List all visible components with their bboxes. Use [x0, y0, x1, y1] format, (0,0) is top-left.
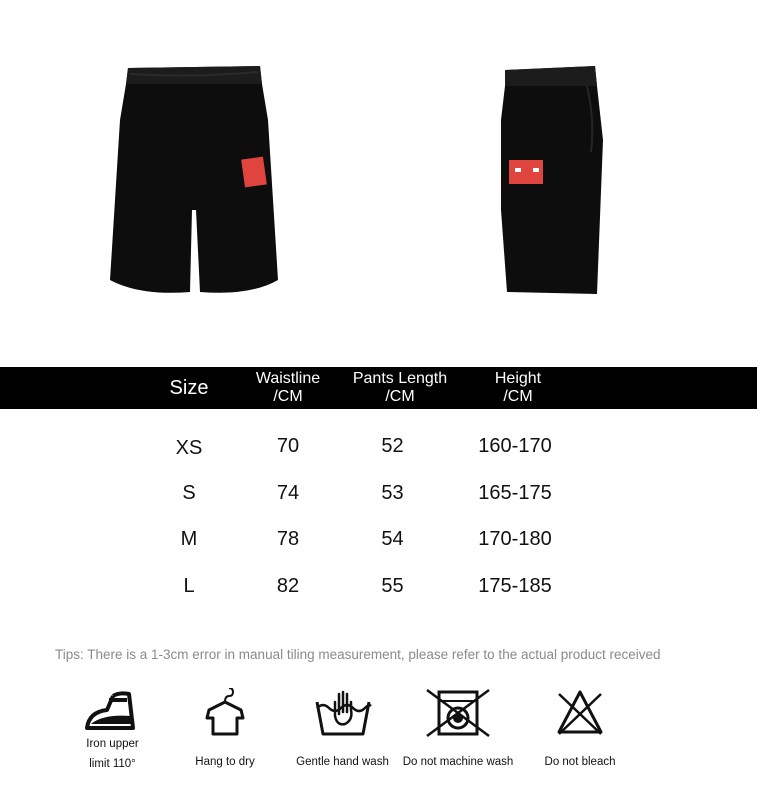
header-size: Size — [169, 376, 209, 399]
iron-icon — [83, 688, 143, 734]
care-hang-dry: Hang to dry — [180, 688, 270, 772]
hanger-icon — [203, 688, 247, 738]
waist-cell: 70 — [276, 435, 300, 457]
table-row — [0, 571, 757, 601]
size-cell: S — [182, 482, 196, 504]
height-cell: 165-175 — [478, 482, 552, 504]
header-height: Height /CM — [494, 370, 542, 405]
height-cell: 175-185 — [478, 575, 552, 597]
size-table-header — [0, 367, 757, 409]
size-cell: XS — [175, 437, 203, 459]
brand-patch — [241, 157, 267, 188]
care-no-bleach: Do not bleach — [530, 688, 630, 772]
no-machine-wash-icon — [425, 688, 491, 738]
hand-wash-icon — [313, 688, 373, 738]
size-cell: L — [183, 575, 195, 597]
no-bleach-icon — [555, 688, 605, 738]
care-iron: Iron upper limit 110° — [70, 688, 155, 774]
length-cell: 54 — [381, 528, 404, 550]
measurement-tips: Tips: There is a 1-3cm error in manual tiling measurement, please refer to the actual product received — [55, 647, 661, 662]
header-pants-length: Pants Length /CM — [352, 370, 448, 405]
header-waistline: Waistline /CM — [255, 370, 321, 405]
front-shorts-image — [100, 60, 290, 300]
height-cell: 170-180 — [478, 528, 552, 550]
length-cell: 52 — [381, 435, 404, 457]
table-row — [0, 478, 757, 508]
side-shorts-image — [495, 60, 610, 300]
table-row — [0, 431, 757, 461]
height-cell: 160-170 — [478, 435, 552, 457]
care-no-machine-wash: Do not machine wash — [398, 688, 518, 772]
length-cell: 55 — [381, 575, 404, 597]
waist-cell: 78 — [276, 528, 300, 550]
length-cell: 53 — [381, 482, 404, 504]
waist-cell: 82 — [276, 575, 300, 597]
size-cell: M — [180, 528, 198, 550]
table-row — [0, 524, 757, 554]
care-hand-wash: Gentle hand wash — [290, 688, 395, 772]
waist-cell: 74 — [276, 482, 300, 504]
